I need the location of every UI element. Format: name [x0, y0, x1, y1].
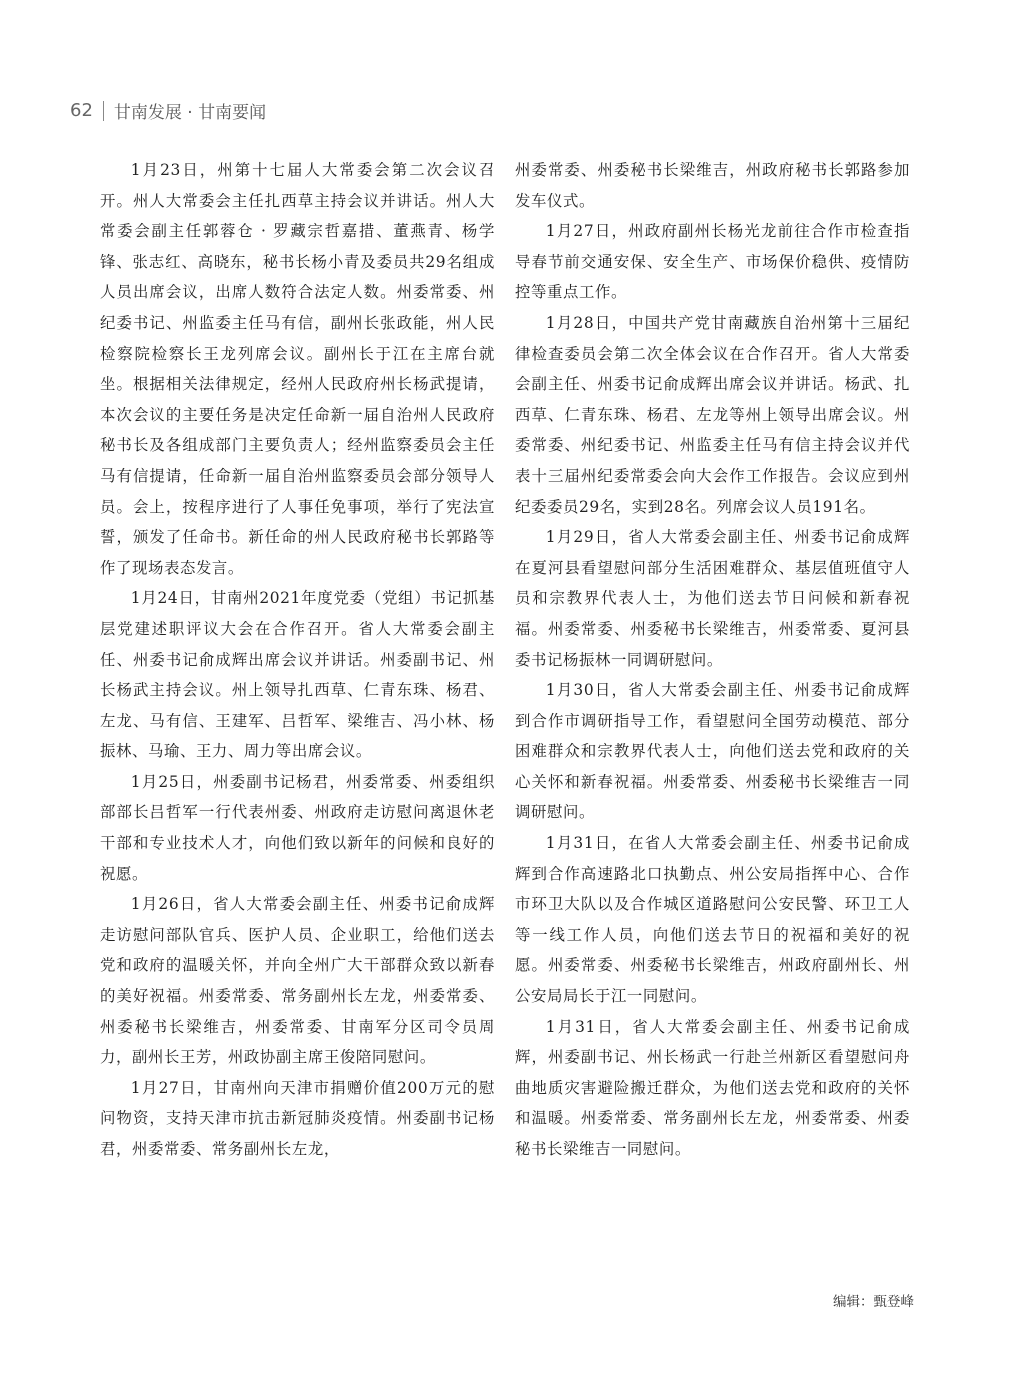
- article-paragraph: 1月23日，州第十七届人大常委会第二次会议召开。州人大常委会主任扎西草主持会议并讲话。州人大常委会副主任郭蓉仓 · 罗藏宗哲嘉措、董燕青、杨学锋、张志红、高晓东，秘书长杨小青及委员共29名组成人员出席会议，出席人数符合法定人数。州委常委、州纪委书记、州监委主任马有信，副州长张政能，州人民检察院检察长王龙列席会议。副州长于江在主席台就坐。根据相关法律规定，经州人民政府州长杨武提请，本次会议的主要任务是决定任命新一届自治州人民政府秘书长及各组成部门主要负责人；经州监察委员会主任马有信提请，任命新一届自治州监察委员会部分领导人员。会上，按程序进行了人事任免事项，举行了宪法宣誓，颁发了任命书。新任命的州人民政府秘书长郭路等作了现场表态发言。: [100, 161, 495, 577]
- section-title: 甘南发展 · 甘南要闻: [113, 103, 267, 123]
- article-paragraph: 1月25日，州委副书记杨君，州委常委、州委组织部部长吕哲军一行代表州委、州政府走访慰问离退休老干部和专业技术人才，向他们致以新年的问候和良好的祝愿。: [100, 772, 495, 883]
- article-paragraph-continued: 州委常委、州委秘书长梁维吉，州政府秘书长郭路参加发车仪式。: [515, 161, 910, 210]
- article-paragraph: 1月31日，省人大常委会副主任、州委书记俞成辉，州委副书记、州长杨武一行赴兰州新区看望慰问舟曲地质灾害避险搬迁群众，为他们送去党和政府的关怀和温暖。州委常委、常务副州长左龙，州委常委、州委秘书长梁维吉一同慰问。: [515, 1017, 910, 1158]
- right-column: [515, 155, 910, 1165]
- header-divider: [103, 101, 104, 121]
- article-paragraph: 1月29日，省人大常委会副主任、州委书记俞成辉在夏河县看望慰问部分生活困难群众、基层值班值守人员和宗教界代表人士，为他们送去节日问候和新春祝福。州委常委、州委秘书长梁维吉，州委常委、夏河县委书记杨振林一同调研慰问。: [515, 528, 910, 669]
- editor-credit: 编辑：甄登峰: [833, 1294, 914, 1310]
- article-paragraph: 1月27日，州政府副州长杨光龙前往合作市检查指导春节前交通安保、安全生产、市场保价稳供、疫情防控等重点工作。: [515, 222, 910, 302]
- left-column: [100, 155, 495, 1165]
- article-paragraph: 1月24日，甘南州2021年度党委（党组）书记抓基层党建述职评议大会在合作召开。省人大常委会副主任、州委书记俞成辉出席会议并讲话。州委副书记、州长杨武主持会议。州上领导扎西草、仁青东珠、杨君、左龙、马有信、王建军、吕哲军、梁维吉、冯小林、杨振林、马瑜、王力、周力等出席会议。: [100, 589, 495, 761]
- article-paragraph: 1月30日，省人大常委会副主任、州委书记俞成辉到合作市调研指导工作，看望慰问全国劳动模范、部分困难群众和宗教界代表人士，向他们送去党和政府的关心关怀和新春祝福。州委常委、州委秘书长梁维吉一同调研慰问。: [515, 681, 910, 822]
- article-paragraph: 1月27日，甘南州向天津市捐赠价值200万元的慰问物资，支持天津市抗击新冠肺炎疫情。州委副书记杨君，州委常委、常务副州长左龙，: [100, 1078, 495, 1158]
- article-paragraph: 1月26日，省人大常委会副主任、州委书记俞成辉走访慰问部队官兵、医护人员、企业职工，给他们送去党和政府的温暖关怀，并向全州广大干部群众致以新春的美好祝福。州委常委、常务副州长左龙，州委常委、州委秘书长梁维吉，州委常委、甘南军分区司令员周力，副州长王芳，州政协副主席王俊陪同慰问。: [100, 895, 495, 1067]
- page-header: [70, 98, 266, 123]
- article-paragraph: 1月31日，在省人大常委会副主任、州委书记俞成辉到合作高速路北口执勤点、州公安局指挥中心、合作市环卫大队以及合作城区道路慰问公安民警、环卫工人等一线工作人员，向他们送去节日的祝福和美好的祝愿。州委常委、州委秘书长梁维吉，州政府副州长、州公安局局长于江一同慰问。: [515, 834, 910, 1006]
- article-paragraph: 1月28日，中国共产党甘南藏族自治州第十三届纪律检查委员会第二次全体会议在合作召开。省人大常委会副主任、州委书记俞成辉出席会议并讲话。杨武、扎西草、仁青东珠、杨君、左龙等州上领导出席会议。州委常委、州纪委书记、州监委主任马有信主持会议并代表十三届州纪委常委会向大会作工作报告。会议应到州纪委委员29名，实到28名。列席会议人员191名。: [515, 313, 910, 516]
- page-number: 62: [70, 100, 93, 121]
